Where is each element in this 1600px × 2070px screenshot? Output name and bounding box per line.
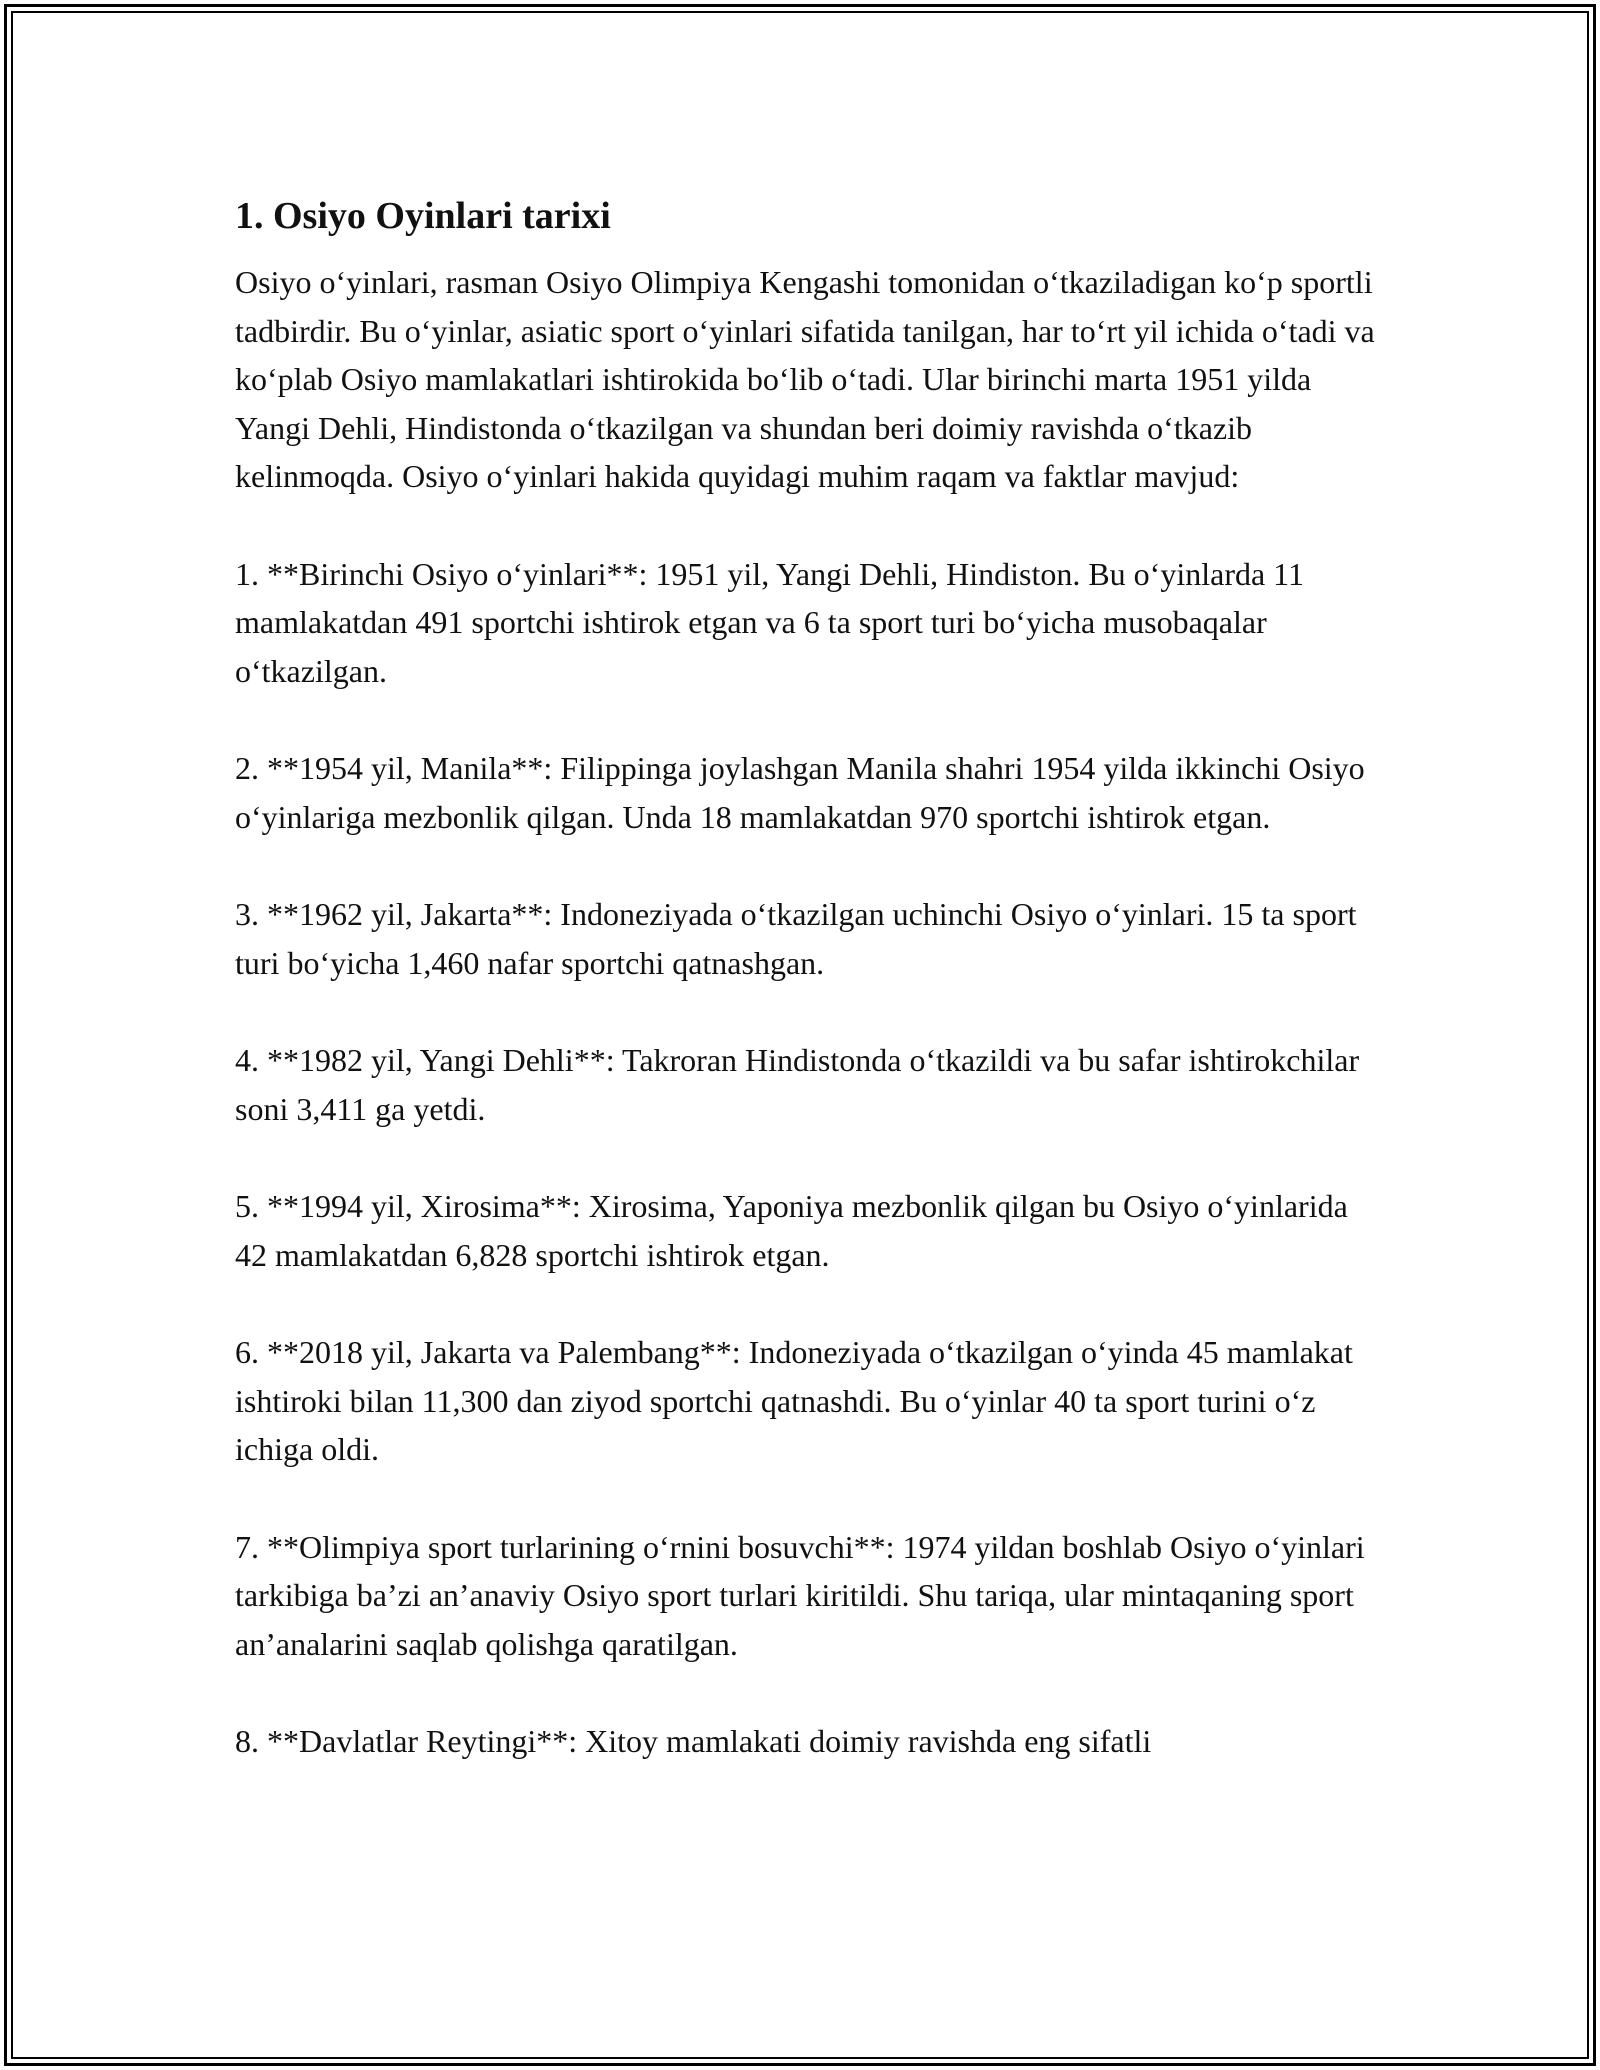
fact-item-1: 1. **Birinchi Osiyo o‘yinlari**: 1951 yil, Yangi Dehli, Hindiston. Bu o‘yinlarda 11 mamlakatdan 491 sportchi ishtirok etgan va 6 ta sport turi bo‘yicha musobaqalar o‘tkazilgan. <box>235 555 1304 689</box>
fact-item-8: 8. **Davlatlar Reytingi**: Xitoy mamlakati doimiy ravishda eng sifatli <box>235 1723 1152 1759</box>
section-title: 1. Osiyo Oyinlari tarixi <box>235 195 611 237</box>
intro-paragraph: Osiyo o‘yinlari, rasman Osiyo Olimpiya Kengashi tomonidan o‘tkaziladigan ko‘p sportli tadbirdir. Bu o‘yinlar, asiatic sport o‘yinlari sifatida tanilgan, har to‘rt yil ichida o‘tadi va ko‘plab Osiyo mamlakatlari ishtirokida bo‘lib o‘tadi. Ular birinchi marta 1951 yilda Yangi Dehli, Hindistonda o‘tkazilgan va shundan beri doimiy ravishda o‘tkazib kelinmoqda. Osiyo o‘yinlari hakida quyidagi muhim raqam va faktlar mavjud: <box>235 264 1375 494</box>
fact-item-5: 5. **1994 yil, Xirosima**: Xirosima, Yaponiya mezbonlik qilgan bu Osiyo o‘yinlarida 42 mamlakatdan 6,828 sportchi ishtirok etgan. <box>235 1188 1348 1273</box>
fact-item-2: 2. **1954 yil, Manila**: Filippinga joylashgan Manila shahri 1954 yilda ikkinchi Osiyo o‘yinlariga mezbonlik qilgan. Unda 18 mamlakatdan 970 sportchi ishtirok etgan. <box>235 750 1365 835</box>
fact-item-7: 7. **Olimpiya sport turlarining o‘rnini bosuvchi**: 1974 yildan boshlab Osiyo o‘yinlari tarkibiga ba’zi an’anaviy Osiyo sport turlari kiritildi. Shu tariqa, ular mintaqaning sport an’analarini saqlab qolishga qaratilgan. <box>235 1528 1365 1662</box>
document-body <box>235 186 1375 1766</box>
fact-item-6: 6. **2018 yil, Jakarta va Palembang**: Indoneziyada o‘tkazilgan o‘yinda 45 mamlakat ishtiroki bilan 11,300 dan ziyod sportchi qatnashdi. Bu o‘yinlar 40 ta sport turini o‘z ichiga oldi. <box>235 1334 1353 1467</box>
fact-item-3: 3. **1962 yil, Jakarta**: Indoneziyada o‘tkazilgan uchinchi Osiyo o‘yinlari. 15 ta sport turi bo‘yicha 1,460 nafar sportchi qatnashgan. <box>235 896 1357 981</box>
fact-item-4: 4. **1982 yil, Yangi Dehli**: Takroran Hindistonda o‘tkazildi va bu safar ishtirokchilar soni 3,411 ga yetdi. <box>235 1042 1360 1127</box>
